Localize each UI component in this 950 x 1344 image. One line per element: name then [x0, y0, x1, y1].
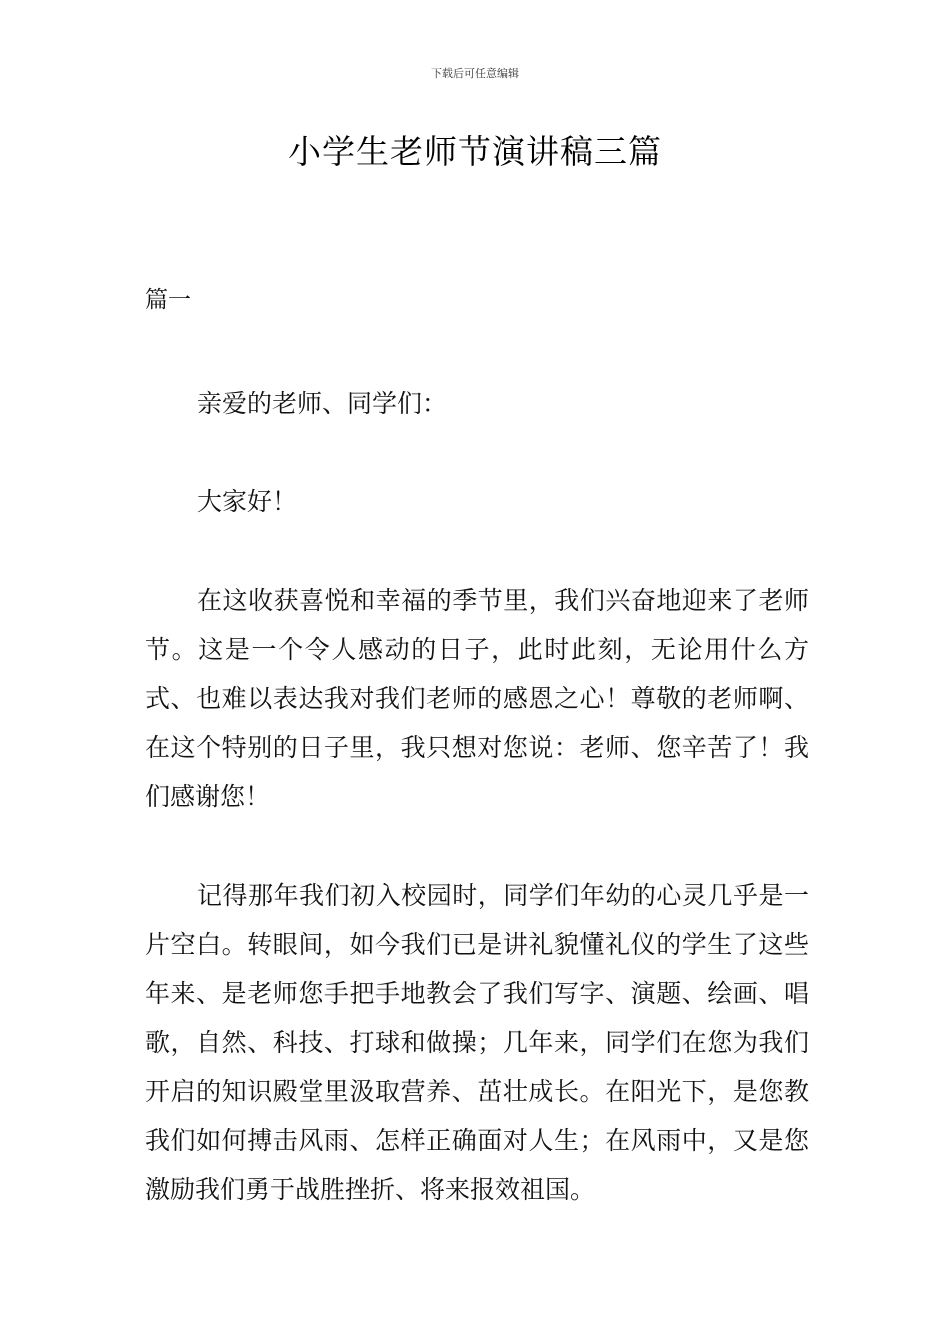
header-note: 下载后可任意编辑: [431, 67, 519, 80]
document-title: 小学生老师节演讲稿三篇: [288, 132, 662, 171]
hello-paragraph: 大家好！: [197, 487, 298, 516]
body-paragraph: 在这收获喜悦和幸福的季节里，我们兴奋地迎来了老师节。这是一个令人感动的日子，此时此刻，无论用什么方式、也难以表达我对我们老师的感恩之心！尊敬的老师啊、在这个特别的日子里，我只想对您说：老师、您辛苦了！我们感谢您！: [145, 586, 809, 811]
section-label: 篇一: [145, 287, 191, 313]
body-paragraph: 记得那年我们初入校园时，同学们年幼的心灵几乎是一片空白。转眼间，如今我们已是讲礼貌懂礼仪的学生了这些年来、是老师您手把手地教会了我们写字、演题、绘画、唱歌，自然、科技、打球和做操；几年来，同学们在您为我们开启的知识殿堂里汲取营养、茁壮成长。在阳光下，是您教我们如何搏击风雨、怎样正确面对人生；在风雨中，又是您激励我们勇于战胜挫折、将来报效祖国。: [145, 881, 809, 1204]
greeting-paragraph: 亲爱的老师、同学们：: [197, 389, 448, 418]
